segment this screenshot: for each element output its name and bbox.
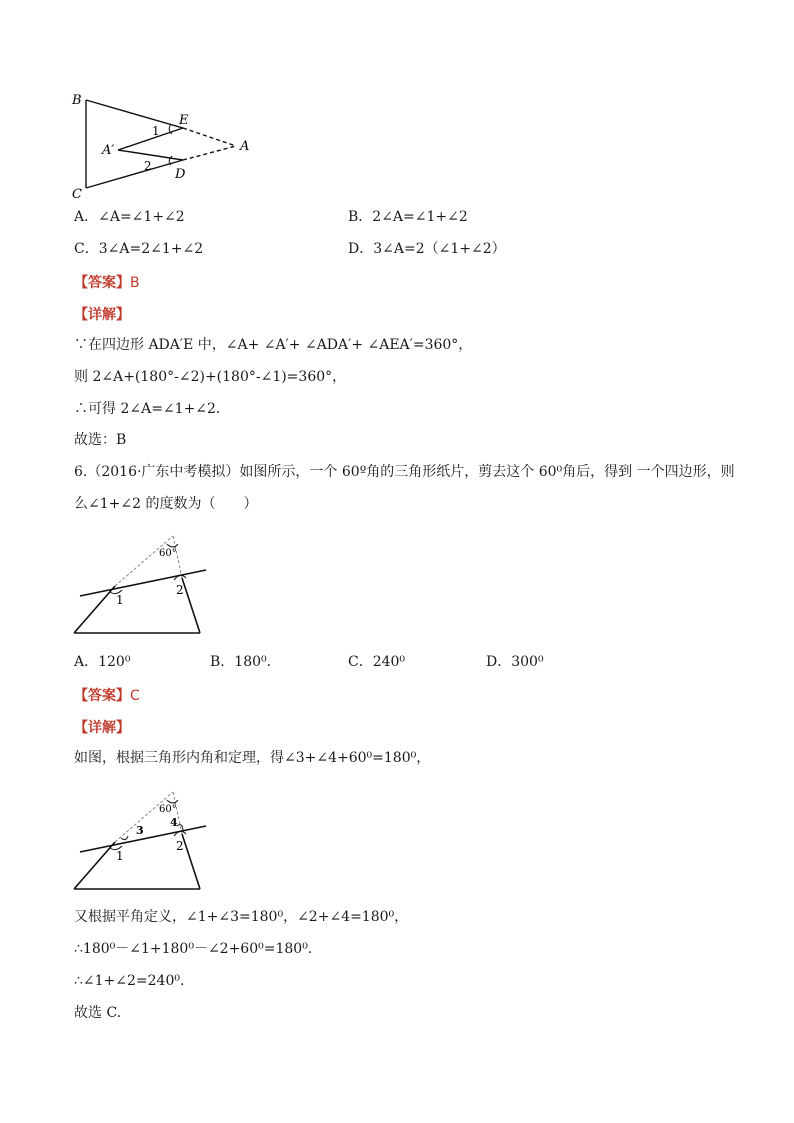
label-angle-2: 2 — [176, 583, 184, 597]
q5-answer — [74, 272, 140, 292]
q5-option-b: B．2∠A=∠1+∠2 — [348, 209, 468, 225]
q6-step-2: 又根据平角定义，∠1+∠3=180⁰，∠2+∠4=180⁰， — [74, 909, 409, 925]
q6-figure-1 — [66, 530, 226, 640]
angle-60-arc — [167, 800, 178, 803]
answer-tag: 【答案】 — [74, 688, 130, 704]
label-angle-1: 1 — [152, 124, 160, 138]
label-c: C — [72, 187, 82, 198]
label-60-degree: 60° — [159, 804, 177, 815]
angle-60-arc — [167, 544, 178, 547]
angle-3-arc — [121, 836, 128, 840]
q6-step-1: 如图，根据三角形内角和定理，得∠3+∠4+60⁰=180⁰， — [74, 750, 431, 766]
dashed-da — [183, 146, 236, 160]
q5-option-c: C．3∠A=2∠1+∠2 — [74, 241, 204, 257]
q6-option-b: B．180⁰. — [210, 654, 272, 670]
segment-be — [86, 100, 183, 128]
q6-figure-2 — [66, 786, 226, 896]
label-angle-1: 1 — [116, 849, 124, 863]
q6-step-4: ∴∠1+∠2=240⁰. — [74, 973, 185, 989]
q5-option-d: D．3∠A=2（∠1+∠2） — [348, 241, 506, 257]
label-angle-4: 4 — [170, 816, 178, 829]
triangle-right-side — [182, 578, 200, 633]
angle-4-arc — [177, 825, 183, 830]
label-60-degree: 60° — [159, 548, 177, 559]
q6-question-line-2: 么∠1+∠2 的度数为（ ） — [74, 496, 258, 512]
segment-a-prime-e — [118, 128, 183, 150]
label-angle-2: 2 — [144, 159, 152, 173]
answer-value: C — [130, 688, 140, 704]
segment-cd — [86, 160, 183, 188]
label-d: D — [175, 167, 186, 182]
triangle-right-side — [182, 834, 200, 889]
q6-step-5: 故选 C. — [74, 1005, 122, 1021]
answer-value: B — [130, 275, 140, 291]
label-a: A — [240, 139, 250, 154]
label-b: B — [72, 93, 82, 108]
label-angle-1: 1 — [116, 593, 124, 607]
q5-detail-tag: 【详解】 — [74, 307, 130, 323]
q5-option-a: A．∠A=∠1+∠2 — [74, 209, 185, 225]
label-angle-2: 2 — [176, 839, 184, 853]
q6-detail-tag: 【详解】 — [74, 720, 130, 736]
label-angle-3: 3 — [136, 824, 144, 837]
dashed-ea — [183, 128, 236, 146]
q6-option-c: C．240⁰ — [348, 654, 406, 670]
label-a-prime: A′ — [102, 143, 115, 158]
q5-step-4: 故选：B — [74, 432, 127, 448]
q5-step-2: 则 2∠A+(180°-∠2)+(180°-∠1)=360°， — [74, 369, 347, 385]
q6-option-a: A．120⁰ — [74, 654, 131, 670]
answer-tag: 【答案】 — [74, 275, 130, 291]
q5-step-1: ∵在四边形 ADA′E 中，∠A+ ∠A′+ ∠ADA′+ ∠AEA′=360°， — [74, 337, 473, 353]
q6-question-line-1: 6.（2016·广东中考模拟）如图所示，一个 60º角的三角形纸片，剪去这个 60⁰角后，得到 一个四边形，则 — [74, 464, 735, 480]
q5-step-3: ∴可得 2∠A=∠1+∠2． — [74, 401, 230, 417]
q5-figure — [66, 88, 266, 198]
q6-option-d: D．300⁰ — [486, 654, 544, 670]
q6-answer — [74, 685, 140, 705]
q6-step-3: ∴180⁰－∠1+180⁰－∠2+60⁰=180⁰. — [74, 941, 313, 957]
label-e: E — [179, 113, 189, 128]
